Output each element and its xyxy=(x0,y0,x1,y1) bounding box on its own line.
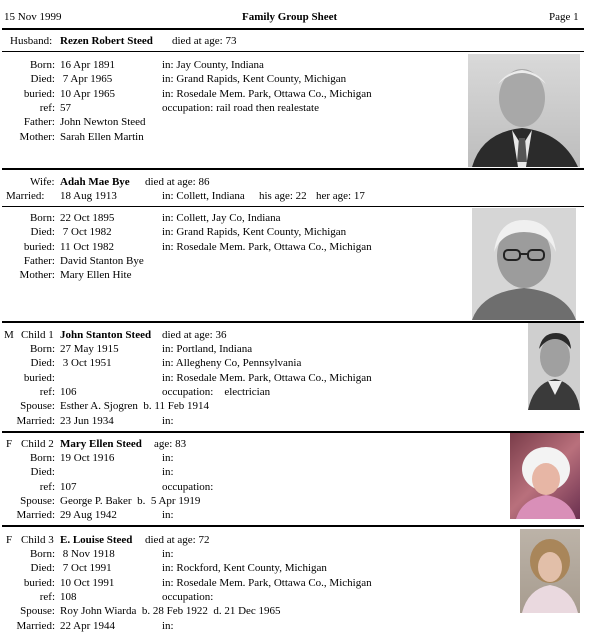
child3-detail-row-value: 7 Oct 1991 xyxy=(60,562,112,575)
child3-detail-row-value: 108 xyxy=(60,590,77,603)
child1-detail-row-place: occupation: electrician xyxy=(162,385,271,398)
child1-detail-row xyxy=(0,414,465,428)
child2-detail-row xyxy=(0,480,465,494)
header-divider xyxy=(2,28,584,30)
child3-detail-row-place: occupation: xyxy=(162,590,214,603)
wife-detail-row-place: in: Collett, Jay Co, Indiana xyxy=(162,212,281,224)
husband-detail-row xyxy=(0,130,465,144)
child2-detail-row xyxy=(0,465,465,479)
child3-detail-row-label: Married: xyxy=(16,619,55,632)
child3-detail-row xyxy=(0,604,465,618)
husband-detail-row xyxy=(0,101,465,115)
child3-detail-row-label: buried: xyxy=(23,576,55,589)
child1-detail-row-place: in: Rosedale Mem. Park, Ottawa Co., Michigan xyxy=(162,371,372,384)
wife-detail-row-value: David Stanton Bye xyxy=(60,254,144,267)
child2-detail-row-label: Born: xyxy=(29,452,55,464)
wife-role-label: Wife: xyxy=(30,176,55,188)
wife-detail-row xyxy=(0,211,465,225)
husband-detail-row-value: John Newton Steed xyxy=(60,116,146,129)
child2-detail-row-place: in: xyxy=(162,452,174,464)
wife-top-divider xyxy=(2,168,584,170)
child1-detail-row-label: Spouse: xyxy=(20,400,55,413)
wife-detail-row-place: in: Rosedale Mem. Park, Ottawa Co., Michigan xyxy=(162,240,372,253)
child2-detail-row-value: 107 xyxy=(60,480,77,493)
husband-photo xyxy=(468,54,580,167)
child3-detail-row-value: 22 Apr 1944 xyxy=(60,619,115,632)
child2-detail-row-place: occupation: xyxy=(162,480,214,493)
child3-detail-row xyxy=(0,561,465,575)
husband-detail-row-place: occupation: rail road then realestate xyxy=(162,101,319,114)
child1-detail-row xyxy=(0,356,465,370)
page-number: Page 1 xyxy=(549,11,579,23)
child2-detail-row-value: 19 Oct 1916 xyxy=(60,452,115,464)
husband-detail-row-value: Sarah Ellen Martin xyxy=(60,130,144,143)
child3-detail-row-value: 10 Oct 1991 xyxy=(60,576,115,589)
child2-name: Mary Ellen Steed xyxy=(60,438,142,450)
wife-name: Adah Mae Bye xyxy=(60,176,130,188)
husband-marriage-age: his age: 22 xyxy=(259,190,307,202)
child1-detail-row xyxy=(0,371,465,385)
husband-detail-row-value: 10 Apr 1965 xyxy=(60,87,115,100)
child3-detail-row xyxy=(0,590,465,604)
husband-detail-row-value: 16 Apr 1891 xyxy=(60,59,115,71)
husband-detail-row-value: 7 Apr 1965 xyxy=(60,73,113,86)
child3-sex: F xyxy=(6,534,13,546)
child1-detail-row-label: ref: xyxy=(39,385,55,398)
child2-photo xyxy=(510,433,580,519)
child3-detail-row-place: in: xyxy=(162,619,174,632)
wife-detail-row xyxy=(0,240,465,254)
married-label: Married: xyxy=(6,190,45,202)
child3-detail-row xyxy=(0,547,465,561)
husband-detail-row-value: 57 xyxy=(60,101,71,114)
child1-number: Child 1 xyxy=(21,329,54,341)
wife-detail-row xyxy=(0,225,465,239)
child2-detail-row-place: in: xyxy=(162,509,174,522)
child1-detail-row-label: buried: xyxy=(23,371,55,384)
wife-detail-row-value: Mary Ellen Hite xyxy=(60,269,132,282)
child2-detail-row-value: 29 Aug 1942 xyxy=(60,509,117,522)
child3-detail-row xyxy=(0,576,465,590)
husband-role-label: Husband: xyxy=(10,35,53,47)
child3-name: E. Louise Steed xyxy=(60,534,133,546)
wife-detail-row-label: buried: xyxy=(23,240,55,253)
husband-detail-row-label: ref: xyxy=(39,101,55,114)
husband-detail-row-place: in: Rosedale Mem. Park, Ottawa Co., Michigan xyxy=(162,87,372,100)
wife-marriage-age: her age: 17 xyxy=(316,190,365,202)
child2-detail-row-value: George P. Baker b. 5 Apr 1919 xyxy=(60,494,201,507)
wife-death-age: died at age: 86 xyxy=(145,176,210,188)
child3-divider xyxy=(2,525,584,527)
husband-detail-row xyxy=(0,87,465,101)
child3-detail-row xyxy=(0,619,465,633)
child1-age-note: died at age: 36 xyxy=(162,329,227,341)
wife-detail-row-label: Mother: xyxy=(19,269,55,282)
wife-divider xyxy=(2,206,584,207)
wife-detail-row xyxy=(0,268,465,282)
husband-divider xyxy=(2,51,584,52)
child1-photo xyxy=(528,323,580,410)
child1-detail-row xyxy=(0,342,465,356)
husband-detail-row-label: Father: xyxy=(23,116,55,129)
wife-detail-row-place: in: Grand Rapids, Kent County, Michigan xyxy=(162,226,347,239)
child1-detail-row-value: 106 xyxy=(60,385,77,398)
husband-detail-row-place: in: Jay County, Indiana xyxy=(162,59,264,71)
child3-number: Child 3 xyxy=(21,534,54,546)
child2-detail-row-label: Married: xyxy=(16,509,55,522)
child3-age-note: died at age: 72 xyxy=(145,534,210,546)
husband-name: Rezen Robert Steed xyxy=(60,35,153,47)
child1-name: John Stanton Steed xyxy=(60,329,152,341)
wife-detail-row xyxy=(0,254,465,268)
wife-detail-row-value: 22 Oct 1895 xyxy=(60,212,115,224)
child1-detail-row-place: in: Allegheny Co, Pennsylvania xyxy=(162,357,302,370)
child1-detail-row-label: Died: xyxy=(30,357,55,370)
child2-detail-row xyxy=(0,508,465,522)
report-date: 15 Nov 1999 xyxy=(4,11,62,23)
husband-detail-row-place: in: Grand Rapids, Kent County, Michigan xyxy=(162,73,347,86)
child3-detail-row-label: ref: xyxy=(39,590,55,603)
child3-detail-row-label: Died: xyxy=(30,562,55,575)
child2-number: Child 2 xyxy=(21,438,54,450)
husband-detail-row-label: Died: xyxy=(30,73,55,86)
husband-detail-row xyxy=(0,58,465,72)
husband-detail-row-label: buried: xyxy=(23,87,55,100)
child2-detail-row-place: in: xyxy=(162,466,174,479)
child3-detail-row-place: in: Rockford, Kent County, Michigan xyxy=(162,562,327,575)
husband-detail-row xyxy=(0,72,465,86)
child2-detail-row-label: Died: xyxy=(30,466,55,479)
husband-detail-row-label: Born: xyxy=(29,59,55,71)
wife-detail-row-label: Died: xyxy=(30,226,55,239)
child3-detail-row-place: in: Rosedale Mem. Park, Ottawa Co., Michigan xyxy=(162,576,372,589)
page-title: Family Group Sheet xyxy=(242,11,338,23)
child1-detail-row-value: Esther A. Sjogren b. 11 Feb 1914 xyxy=(60,400,209,413)
child3-detail-row-value: 8 Nov 1918 xyxy=(60,548,115,560)
child1-detail-row-place: in: xyxy=(162,414,174,427)
wife-detail-row-label: Father: xyxy=(23,254,55,267)
wife-detail-row-value: 11 Oct 1982 xyxy=(60,240,114,253)
child2-divider xyxy=(2,431,584,433)
child1-detail-row-label: Born: xyxy=(29,343,55,355)
husband-detail-row xyxy=(0,115,465,129)
wife-detail-row-value: 7 Oct 1982 xyxy=(60,226,112,239)
child3-detail-row-label: Spouse: xyxy=(20,605,55,618)
child1-detail-row-value: 27 May 1915 xyxy=(60,343,119,355)
child3-detail-row-label: Born: xyxy=(29,548,55,560)
child2-detail-row xyxy=(0,494,465,508)
child2-detail-row-label: Spouse: xyxy=(20,494,55,507)
child1-detail-row-value: 23 Jun 1934 xyxy=(60,414,114,427)
husband-death-age: died at age: 73 xyxy=(172,35,237,47)
married-date: 18 Aug 1913 xyxy=(60,190,117,202)
child1-sex: M xyxy=(4,329,14,341)
child2-detail-row-label: ref: xyxy=(39,480,55,493)
child1-divider xyxy=(2,321,584,323)
child3-photo xyxy=(520,529,580,613)
child3-detail-row-value: Roy John Wiarda b. 28 Feb 1922 d. 21 Dec 1965 xyxy=(60,605,281,618)
child1-detail-row-value: 3 Oct 1951 xyxy=(60,357,112,370)
child1-detail-row-place: in: Portland, Indiana xyxy=(162,343,253,355)
child1-detail-row-label: Married: xyxy=(16,414,55,427)
child1-detail-row xyxy=(0,385,465,399)
husband-detail-row-label: Mother: xyxy=(19,130,55,143)
wife-detail-row-label: Born: xyxy=(29,212,55,224)
married-place: in: Collett, Indiana xyxy=(162,190,245,202)
child3-detail-row-place: in: xyxy=(162,548,174,560)
child2-detail-row xyxy=(0,451,465,465)
wife-photo xyxy=(472,208,576,320)
child2-age-note: age: 83 xyxy=(154,438,187,450)
child1-detail-row xyxy=(0,399,465,413)
child2-sex: F xyxy=(6,438,13,450)
